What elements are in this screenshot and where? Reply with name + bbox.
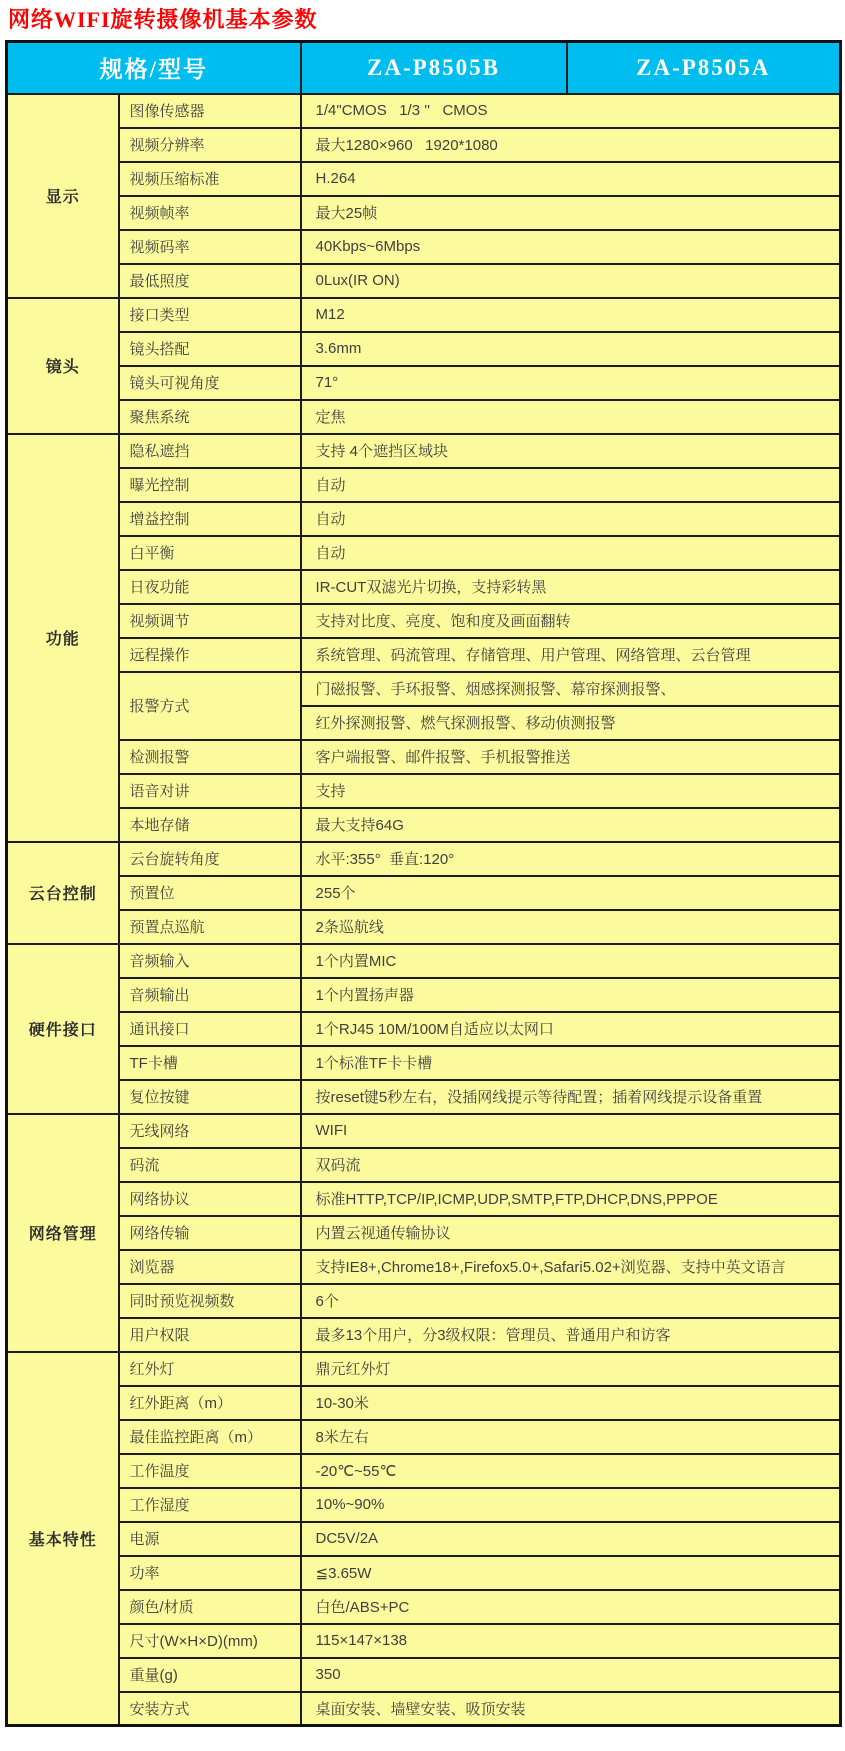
value-cell: 3.6mm [301, 332, 841, 366]
table-row [7, 1352, 841, 1386]
value-cell: 自动 [301, 536, 841, 570]
table-row [7, 672, 841, 706]
header-model-a: ZA-P8505A [567, 42, 841, 94]
param-cell: 曝光控制 [119, 468, 301, 502]
table-row [7, 740, 841, 774]
param-cell: 无线网络 [119, 1114, 301, 1148]
value-cell: 支持IE8+,Chrome18+,Firefox5.0+,Safari5.02+浏览器、支持中英文语言 [301, 1250, 841, 1284]
value-cell: DC5V/2A [301, 1522, 841, 1556]
value-cell: 最大25帧 [301, 196, 841, 230]
category-cell: 云台控制 [7, 842, 119, 944]
value-cell: 10-30米 [301, 1386, 841, 1420]
category-cell: 网络管理 [7, 1114, 119, 1352]
table-row [7, 196, 841, 230]
param-cell: 视频帧率 [119, 196, 301, 230]
table-row [7, 604, 841, 638]
param-cell: 同时预览视频数 [119, 1284, 301, 1318]
param-cell: 日夜功能 [119, 570, 301, 604]
param-cell: 用户权限 [119, 1318, 301, 1352]
param-cell: 网络传输 [119, 1216, 301, 1250]
category-cell: 显示 [7, 94, 119, 298]
value-cell: 最多13个用户，分3级权限：管理员、普通用户和访客 [301, 1318, 841, 1352]
table-row [7, 1318, 841, 1352]
table-row [7, 400, 841, 434]
value-cell: 白色/ABS+PC [301, 1590, 841, 1624]
table-row [7, 1454, 841, 1488]
value-cell: 鼎元红外灯 [301, 1352, 841, 1386]
table-row [7, 1658, 841, 1692]
value-cell: 支持 [301, 774, 841, 808]
param-cell: 隐私遮挡 [119, 434, 301, 468]
table-row [7, 638, 841, 672]
param-cell: 尺寸(W×H×D)(mm) [119, 1624, 301, 1658]
param-cell: 复位按键 [119, 1080, 301, 1114]
param-cell: 镜头可视角度 [119, 366, 301, 400]
param-cell: 颜色/材质 [119, 1590, 301, 1624]
table-row [7, 910, 841, 944]
category-cell: 基本特性 [7, 1352, 119, 1726]
table-row [7, 502, 841, 536]
param-cell: 接口类型 [119, 298, 301, 332]
param-cell: TF卡槽 [119, 1046, 301, 1080]
category-cell: 功能 [7, 434, 119, 842]
table-row [7, 536, 841, 570]
table-row [7, 1522, 841, 1556]
table-row [7, 774, 841, 808]
table-row [7, 298, 841, 332]
table-row [7, 264, 841, 298]
param-cell: 报警方式 [119, 672, 301, 740]
param-cell: 网络协议 [119, 1182, 301, 1216]
header-model-b: ZA-P8505B [301, 42, 567, 94]
param-cell: 最低照度 [119, 264, 301, 298]
value-cell: H.264 [301, 162, 841, 196]
param-cell: 视频压缩标准 [119, 162, 301, 196]
value-cell: 2条巡航线 [301, 910, 841, 944]
table-row [7, 1386, 841, 1420]
category-cell: 镜头 [7, 298, 119, 434]
value-cell: 350 [301, 1658, 841, 1692]
table-row [7, 1216, 841, 1250]
value-cell: 桌面安装、墙壁安装、吸顶安装 [301, 1692, 841, 1726]
value-cell: 支持 4个遮挡区域块 [301, 434, 841, 468]
param-cell: 安装方式 [119, 1692, 301, 1726]
value-cell: 双码流 [301, 1148, 841, 1182]
value-cell: 8米左右 [301, 1420, 841, 1454]
table-row [7, 1284, 841, 1318]
table-row [7, 128, 841, 162]
param-cell: 白平衡 [119, 536, 301, 570]
param-cell: 音频输出 [119, 978, 301, 1012]
table-row [7, 876, 841, 910]
table-row [7, 1250, 841, 1284]
param-cell: 预置点巡航 [119, 910, 301, 944]
value-cell: 按reset键5秒左右，没插网线提示等待配置；插着网线提示设备重置 [301, 1080, 841, 1114]
param-cell: 最佳监控距离（m） [119, 1420, 301, 1454]
table-row [7, 1556, 841, 1590]
category-cell: 硬件接口 [7, 944, 119, 1114]
table-row [7, 1012, 841, 1046]
value-cell: 1/4"CMOS 1/3 '' CMOS [301, 94, 841, 128]
table-row [7, 1624, 841, 1658]
param-cell: 工作温度 [119, 1454, 301, 1488]
param-cell: 聚焦系统 [119, 400, 301, 434]
table-row [7, 1182, 841, 1216]
value-cell: 115×147×138 [301, 1624, 841, 1658]
table-row [7, 1488, 841, 1522]
table-row [7, 94, 841, 128]
value-cell: 水平:355° 垂直:120° [301, 842, 841, 876]
table-row [7, 332, 841, 366]
value-cell: ≦3.65W [301, 1556, 841, 1590]
param-cell: 本地存储 [119, 808, 301, 842]
table-row [7, 1692, 841, 1726]
value-cell: 最大支持64G [301, 808, 841, 842]
table-row [7, 1046, 841, 1080]
param-cell: 红外距离（m） [119, 1386, 301, 1420]
value-cell: IR-CUT双滤光片切换，支持彩转黑 [301, 570, 841, 604]
table-row [7, 808, 841, 842]
table-row [7, 842, 841, 876]
param-cell: 码流 [119, 1148, 301, 1182]
param-cell: 检测报警 [119, 740, 301, 774]
param-cell: 浏览器 [119, 1250, 301, 1284]
table-row [7, 1590, 841, 1624]
value-cell: 自动 [301, 468, 841, 502]
table-row [7, 468, 841, 502]
value-cell: -20℃~55℃ [301, 1454, 841, 1488]
spec-table-body [7, 94, 841, 1726]
value-cell: 标准HTTP,TCP/IP,ICMP,UDP,SMTP,FTP,DHCP,DNS,PPPOE [301, 1182, 841, 1216]
table-row [7, 434, 841, 468]
table-row [7, 230, 841, 264]
param-cell: 语音对讲 [119, 774, 301, 808]
param-cell: 增益控制 [119, 502, 301, 536]
value-cell: 自动 [301, 502, 841, 536]
value-cell: 10%~90% [301, 1488, 841, 1522]
value-cell: 1个标准TF卡卡槽 [301, 1046, 841, 1080]
table-row [7, 366, 841, 400]
value-cell: 1个内置MIC [301, 944, 841, 978]
page-title: 网络WIFI旋转摄像机基本参数 [8, 7, 318, 32]
param-cell: 镜头搭配 [119, 332, 301, 366]
param-cell: 预置位 [119, 876, 301, 910]
table-row [7, 978, 841, 1012]
param-cell: 图像传感器 [119, 94, 301, 128]
value-cell: WIFI [301, 1114, 841, 1148]
spec-table [5, 40, 842, 1727]
table-row [7, 944, 841, 978]
param-cell: 红外灯 [119, 1352, 301, 1386]
table-header-row [7, 42, 841, 94]
param-cell: 视频码率 [119, 230, 301, 264]
value-cell: 红外探测报警、燃气探测报警、移动侦测报警 [301, 706, 841, 740]
value-cell: 内置云视通传输协议 [301, 1216, 841, 1250]
param-cell: 电源 [119, 1522, 301, 1556]
value-cell: 255个 [301, 876, 841, 910]
table-row [7, 1114, 841, 1148]
table-row [7, 162, 841, 196]
value-cell: 支持对比度、亮度、饱和度及画面翻转 [301, 604, 841, 638]
param-cell: 远程操作 [119, 638, 301, 672]
value-cell: 最大1280×960 1920*1080 [301, 128, 841, 162]
value-cell: 1个RJ45 10M/100M自适应以太网口 [301, 1012, 841, 1046]
value-cell: 系统管理、码流管理、存储管理、用户管理、网络管理、云台管理 [301, 638, 841, 672]
param-cell: 云台旋转角度 [119, 842, 301, 876]
table-row [7, 1420, 841, 1454]
table-row [7, 1148, 841, 1182]
param-cell: 视频调节 [119, 604, 301, 638]
value-cell: 71° [301, 366, 841, 400]
param-cell: 重量(g) [119, 1658, 301, 1692]
param-cell: 工作湿度 [119, 1488, 301, 1522]
param-cell: 通讯接口 [119, 1012, 301, 1046]
param-cell: 视频分辨率 [119, 128, 301, 162]
value-cell: 客户端报警、邮件报警、手机报警推送 [301, 740, 841, 774]
param-cell: 音频输入 [119, 944, 301, 978]
table-row [7, 570, 841, 604]
value-cell: 0Lux(IR ON) [301, 264, 841, 298]
value-cell: 40Kbps~6Mbps [301, 230, 841, 264]
value-cell: 门磁报警、手环报警、烟感探测报警、幕帘探测报警、 [301, 672, 841, 706]
param-cell: 功率 [119, 1556, 301, 1590]
value-cell: 1个内置扬声器 [301, 978, 841, 1012]
value-cell: M12 [301, 298, 841, 332]
table-row [7, 1080, 841, 1114]
value-cell: 6个 [301, 1284, 841, 1318]
header-spec-label: 规格/型号 [7, 42, 301, 94]
value-cell: 定焦 [301, 400, 841, 434]
